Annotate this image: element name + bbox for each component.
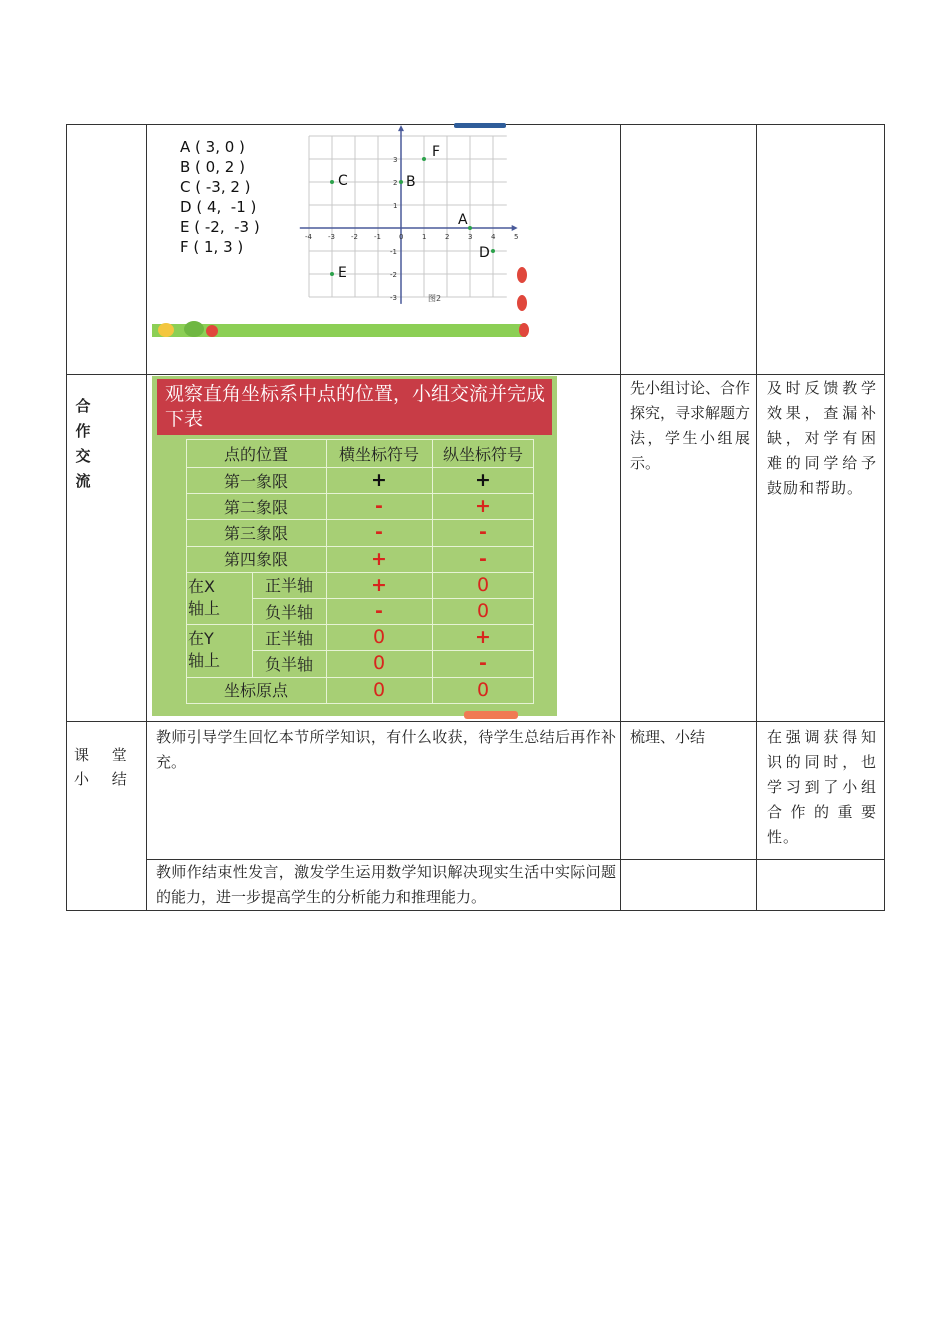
group-y-line2: 轴上 [188, 651, 221, 671]
table-row-position: 第三象限 [223, 523, 288, 543]
point-a [468, 226, 472, 230]
table-cell-y-sign: + [475, 626, 491, 649]
coord-label-d: D ( 4, -1 ) [180, 198, 257, 216]
table-row-position: 正半轴 [264, 576, 313, 596]
table-cell-y-sign: 0 [476, 678, 490, 701]
sign-table [186, 439, 534, 711]
coord-label-c: C ( -3, 2 ) [180, 178, 251, 196]
table-grid-line [326, 439, 327, 703]
coord-label-a: A ( 3, 0 ) [180, 138, 245, 156]
point-e [330, 272, 334, 276]
sign-table-slide-image [152, 376, 557, 716]
cooperation-label-char-1: 合 [75, 397, 91, 415]
table-grid-line [186, 624, 534, 625]
cooperation-design-intent: 及时反馈教学效果，查漏补缺，对学有困难的同学给予鼓励和帮助。 [767, 379, 877, 497]
table-group-x-axis [186, 572, 252, 624]
row-divider-1 [66, 374, 885, 375]
table-grid-line [186, 572, 534, 573]
y-tick-label: -1 [390, 248, 397, 256]
table-row-position: 正半轴 [264, 628, 313, 648]
table-row-position: 坐标原点 [223, 681, 288, 701]
point-label-e: E [338, 265, 347, 281]
point-label-f: F [432, 144, 441, 160]
col-divider-1 [146, 124, 147, 911]
row-divider-2 [66, 721, 885, 722]
x-tick-label: 2 [445, 233, 450, 241]
table-grid-line [186, 546, 534, 547]
table-grid-line [186, 677, 534, 678]
table-cell-x-sign: 0 [372, 626, 386, 649]
table-grid-line [186, 519, 534, 520]
point-b [399, 180, 403, 184]
table-cell-y-sign: + [475, 469, 491, 492]
table-header-cell: 纵坐标符号 [442, 444, 523, 464]
y-tick-label: -3 [390, 294, 397, 302]
table-grid-line [186, 439, 534, 440]
table-grid-line [186, 439, 187, 703]
table-cell-x-sign: + [371, 573, 387, 596]
x-tick-label: -1 [374, 233, 381, 241]
y-tick-label: 1 [393, 202, 398, 210]
table-cell-y-sign: - [479, 547, 487, 570]
table-grid-line [252, 572, 253, 677]
table-cell-x-sign: 0 [372, 652, 386, 675]
summary-teacher-activity: 教师引导学生回忆本节所学知识，有什么收获，待学生总结后再作补充。 [156, 728, 616, 771]
group-y-line1: 在Y [188, 629, 214, 649]
table-group-y-axis [186, 624, 252, 676]
table-cell-x-sign: - [375, 600, 383, 623]
table-row-position: 第四象限 [223, 550, 288, 570]
table-grid-line [533, 439, 534, 703]
x-tick-label: 4 [491, 233, 496, 241]
coord-label-e: E ( -2, -3 ) [180, 218, 260, 236]
table-cell-y-sign: 0 [476, 573, 490, 596]
table-cell-y-sign: + [475, 495, 491, 518]
slide-title: 观察直角坐标系中点的位置，小组交流并完成下表 [157, 379, 552, 435]
x-tick-label: 5 [514, 233, 519, 241]
table-cell-x-sign: + [371, 469, 387, 492]
coord-label-f: F ( 1, 3 ) [180, 238, 244, 256]
table-row-position: 负半轴 [264, 654, 313, 674]
table-header-cell: 点的位置 [223, 444, 288, 464]
coordinate-list [180, 137, 260, 257]
figure-label: 图2 [428, 294, 442, 303]
coord-label-b: B ( 0, 2 ) [180, 158, 245, 176]
point-c [330, 180, 334, 184]
y-tick-label: -2 [390, 271, 397, 279]
table-border-right [884, 124, 885, 911]
x-tick-label: 1 [422, 233, 427, 241]
cooperation-student-activity: 先小组讨论、合作探究，寻求解题方法，学生小组展示。 [630, 379, 751, 472]
cooperation-label-char-2: 作 [75, 422, 91, 440]
section-label-summary: 课 堂 小 结 [74, 746, 136, 788]
table-cell-y-sign: - [479, 652, 487, 675]
table-cell-x-sign: - [375, 495, 383, 518]
x-tick-label: -4 [305, 233, 312, 241]
cooperation-label-char-3: 交 [75, 447, 91, 465]
point-f [422, 157, 426, 161]
table-cell-x-sign: + [371, 547, 387, 570]
table-row-position: 第一象限 [223, 471, 288, 491]
table-cell-x-sign: - [375, 521, 383, 544]
table-cell-x-sign: 0 [372, 678, 386, 701]
table-grid-line [186, 467, 534, 468]
point-label-c: C [338, 173, 348, 189]
x-tick-label: 0 [399, 233, 404, 241]
y-tick-label: 3 [393, 156, 398, 164]
table-header-cell: 横坐标符号 [338, 444, 419, 464]
table-row-position: 负半轴 [264, 602, 313, 622]
coordinate-plot [296, 135, 519, 325]
table-grid-line [252, 650, 534, 651]
col-divider-3 [756, 124, 757, 911]
table-grid-line [186, 493, 534, 494]
point-label-a: A [458, 212, 468, 228]
x-tick-label: -3 [328, 233, 335, 241]
y-tick-label: 2 [393, 179, 398, 187]
table-border-left [66, 124, 67, 911]
closing-teacher-activity: 教师作结束性发言，激发学生运用数学知识解决现实生活中实际问题的能力，进一步提高学生的分析能力和推理能力。 [156, 863, 616, 906]
table-grid-line [186, 703, 534, 704]
x-tick-label: 3 [468, 233, 473, 241]
table-grid-line [432, 439, 433, 703]
table-grid-line [252, 598, 534, 599]
group-x-line2: 轴上 [188, 598, 221, 618]
table-cell-y-sign: 0 [476, 600, 490, 623]
point-d [491, 249, 495, 253]
group-x-line1: 在X [188, 576, 215, 596]
table-row-position: 第二象限 [223, 497, 288, 517]
summary-design-intent: 在强调获得知识的同时，也学习到了小组合作的重要性。 [767, 728, 877, 846]
cooperation-label-char-4: 流 [75, 472, 91, 490]
table-cell-y-sign: - [479, 521, 487, 544]
coordinate-slide-image [152, 125, 526, 337]
col-divider-2 [620, 124, 621, 911]
point-label-d: D [479, 245, 490, 261]
point-label-b: B [406, 174, 416, 190]
summary-student-activity: 梳理、小结 [630, 728, 706, 746]
x-tick-label: -2 [351, 233, 358, 241]
table-border-bottom [66, 910, 885, 911]
